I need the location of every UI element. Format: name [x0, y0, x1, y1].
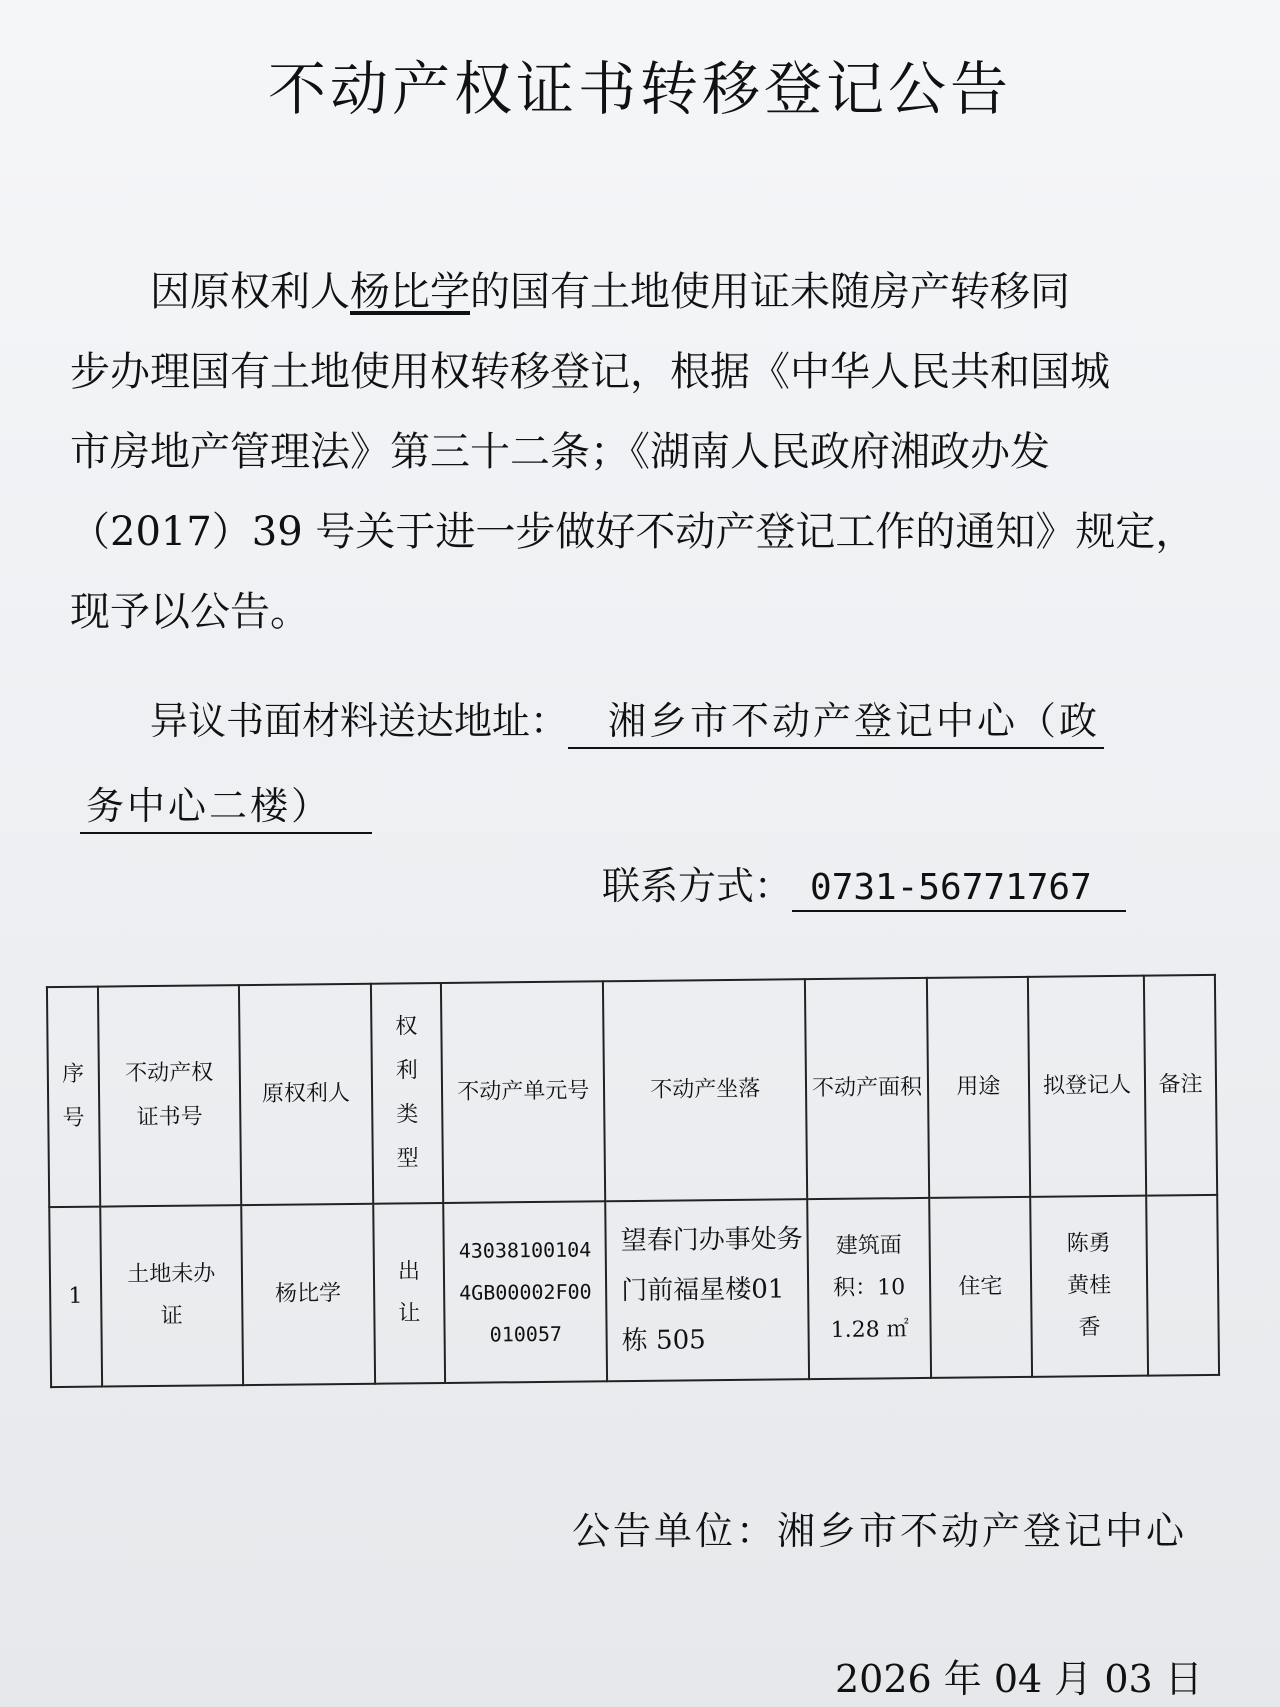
header-location: 不动产坐落 — [603, 979, 808, 1201]
header-applicants: 拟登记人 — [1028, 976, 1147, 1197]
notice-body — [70, 252, 1200, 652]
table-row — [49, 1195, 1219, 1387]
contact-label: 联系方式： — [602, 864, 793, 908]
objection-address-value-1: 湘乡市不动产登记中心（政 — [568, 690, 1104, 749]
issue-date: 2026 年 04 月 03 日 — [835, 1657, 1203, 1701]
body-line-2: 步办理国有土地使用权转移登记，根据《中华人民共和国城 — [70, 349, 1110, 395]
cell-right-type: 出让 — [373, 1203, 446, 1384]
issuing-unit: 公告单位：湘乡市不动产登记中心 — [572, 1509, 1188, 1553]
contact-phone: 0731-56771767 — [792, 867, 1126, 912]
cell-remark — [1146, 1195, 1219, 1376]
body-line-1-suffix: 的国有土地使用证未随房产转移同 — [470, 269, 1070, 315]
header-area: 不动产面积 — [805, 978, 929, 1199]
body-line-5: 现予以公告。 — [70, 589, 310, 635]
cell-applicants: 陈勇 黄桂香 — [1030, 1196, 1148, 1377]
table-header-row — [47, 975, 1217, 1207]
header-original-owner: 原权利人 — [239, 984, 373, 1205]
notice-title: 不动产权证书转移登记公告 — [267, 55, 1012, 123]
cell-index: 1 — [49, 1207, 101, 1388]
objection-address — [150, 690, 1104, 749]
header-index: 序号 — [47, 987, 100, 1208]
cell-original-owner: 杨比学 — [241, 1204, 374, 1385]
header-cert-no: 不动产权证书号 — [97, 985, 241, 1206]
cell-usage: 住宅 — [929, 1197, 1032, 1378]
contact-info — [602, 855, 1126, 912]
objection-address-value-2: 务中心二楼） — [80, 775, 372, 834]
cell-unit-no: 430381001044GB00002F00010057 — [444, 1201, 608, 1383]
cell-cert-no: 土地未办证 — [100, 1205, 243, 1386]
header-remark: 备注 — [1144, 975, 1217, 1196]
body-line-3: 市房地产管理法》第三十二条；《湖南人民政府湘政办发 — [70, 429, 1050, 475]
body-line-4: （2017）39 号关于进一步做好不动产登记工作的通知》规定， — [70, 509, 1196, 555]
header-unit-no: 不动产单元号 — [441, 981, 605, 1203]
header-right-type: 权利类型 — [370, 983, 443, 1204]
body-line-1-prefix: 因原权利人 — [150, 269, 350, 315]
original-owner-name: 杨比学 — [350, 269, 470, 315]
cell-area: 建筑面积：101.28 ㎡ — [808, 1198, 931, 1379]
cell-location: 望春门办事处务门前福星楼01 栋 505 — [605, 1199, 809, 1381]
registration-table — [46, 974, 1220, 1388]
body-line-1 — [70, 252, 1200, 332]
header-usage: 用途 — [927, 977, 1030, 1198]
objection-address-label: 异议书面材料送达地址： — [150, 699, 569, 743]
